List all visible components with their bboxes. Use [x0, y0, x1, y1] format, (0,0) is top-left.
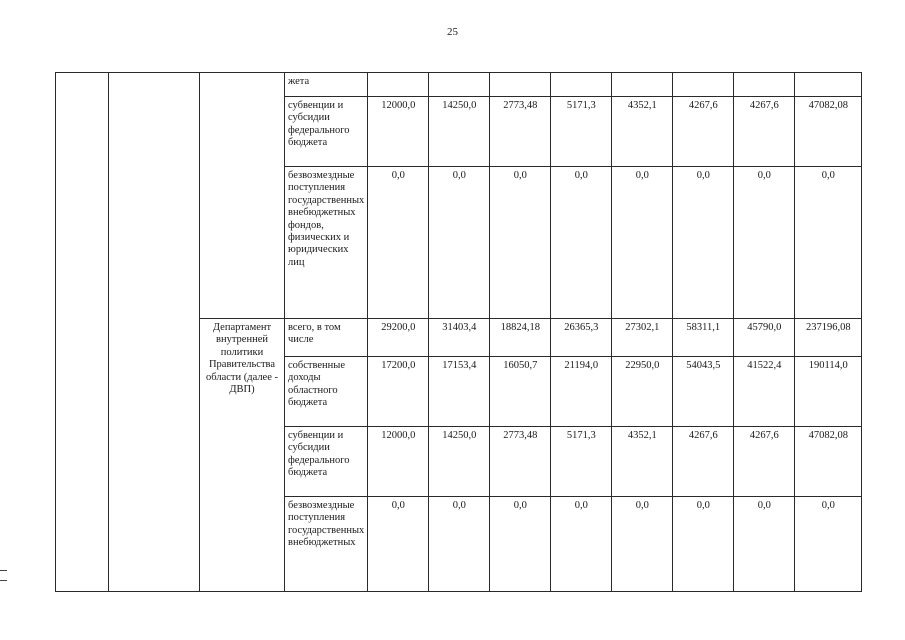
- value-cell: 27302,1: [612, 319, 673, 357]
- margin-mark: [0, 580, 7, 581]
- value-cell: [490, 73, 551, 97]
- value-cell: 4267,6: [673, 97, 734, 167]
- value-cell: 0,0: [734, 167, 795, 319]
- value-cell: 4267,6: [734, 427, 795, 497]
- value-cell: 45790,0: [734, 319, 795, 357]
- value-cell: 4352,1: [612, 427, 673, 497]
- value-cell: 22950,0: [612, 357, 673, 427]
- blank-cell: [56, 73, 109, 592]
- value-cell: 16050,7: [490, 357, 551, 427]
- blank-cell: [109, 73, 200, 592]
- value-cell: 14250,0: [429, 97, 490, 167]
- value-cell: 4267,6: [673, 427, 734, 497]
- value-cell: 21194,0: [551, 357, 612, 427]
- department-cell: Департамент внутренней политики Правительства области (далее - ДВП): [200, 319, 285, 592]
- value-cell: 2773,48: [490, 97, 551, 167]
- budget-table: [55, 72, 862, 592]
- value-cell: 0,0: [795, 497, 862, 592]
- value-cell: [551, 73, 612, 97]
- value-cell: 14250,0: [429, 427, 490, 497]
- value-cell: 4352,1: [612, 97, 673, 167]
- value-cell: [612, 73, 673, 97]
- value-cell: 0,0: [429, 167, 490, 319]
- value-cell: 41522,4: [734, 357, 795, 427]
- page-number: 25: [447, 26, 458, 38]
- value-cell: 0,0: [429, 497, 490, 592]
- value-cell: 31403,4: [429, 319, 490, 357]
- value-cell: 0,0: [612, 167, 673, 319]
- value-cell: 26365,3: [551, 319, 612, 357]
- value-cell: 0,0: [490, 167, 551, 319]
- value-cell: 0,0: [368, 497, 429, 592]
- value-cell: 47082,08: [795, 427, 862, 497]
- value-cell: 0,0: [551, 497, 612, 592]
- row-label: безвозмездные поступления государственных внебюджетных: [285, 497, 368, 592]
- value-cell: 4267,6: [734, 97, 795, 167]
- value-cell: 2773,48: [490, 427, 551, 497]
- margin-mark: [0, 570, 7, 571]
- value-cell: 0,0: [368, 167, 429, 319]
- value-cell: 0,0: [673, 497, 734, 592]
- row-label: собственные доходы областного бюджета: [285, 357, 368, 427]
- blank-cell: [200, 73, 285, 319]
- value-cell: 5171,3: [551, 427, 612, 497]
- value-cell: 237196,08: [795, 319, 862, 357]
- value-cell: [429, 73, 490, 97]
- row-label: жета: [285, 73, 368, 97]
- value-cell: 12000,0: [368, 427, 429, 497]
- value-cell: 17153,4: [429, 357, 490, 427]
- value-cell: 17200,0: [368, 357, 429, 427]
- value-cell: 0,0: [612, 497, 673, 592]
- row-label: всего, в том числе: [285, 319, 368, 357]
- value-cell: 5171,3: [551, 97, 612, 167]
- value-cell: 0,0: [551, 167, 612, 319]
- value-cell: [673, 73, 734, 97]
- value-cell: 12000,0: [368, 97, 429, 167]
- value-cell: 0,0: [490, 497, 551, 592]
- value-cell: 58311,1: [673, 319, 734, 357]
- value-cell: 29200,0: [368, 319, 429, 357]
- row-label: субвенции и субсидии федерального бюджета: [285, 427, 368, 497]
- value-cell: [734, 73, 795, 97]
- row-label: субвенции и субсидии федерального бюджета: [285, 97, 368, 167]
- value-cell: [795, 73, 862, 97]
- value-cell: 0,0: [673, 167, 734, 319]
- value-cell: 0,0: [734, 497, 795, 592]
- value-cell: 18824,18: [490, 319, 551, 357]
- value-cell: 190114,0: [795, 357, 862, 427]
- table-row: [56, 73, 862, 97]
- value-cell: 54043,5: [673, 357, 734, 427]
- value-cell: [368, 73, 429, 97]
- value-cell: 0,0: [795, 167, 862, 319]
- row-label: безвозмездные поступления государственных внебюджетных фондов, физических и юридических лиц: [285, 167, 368, 319]
- value-cell: 47082,08: [795, 97, 862, 167]
